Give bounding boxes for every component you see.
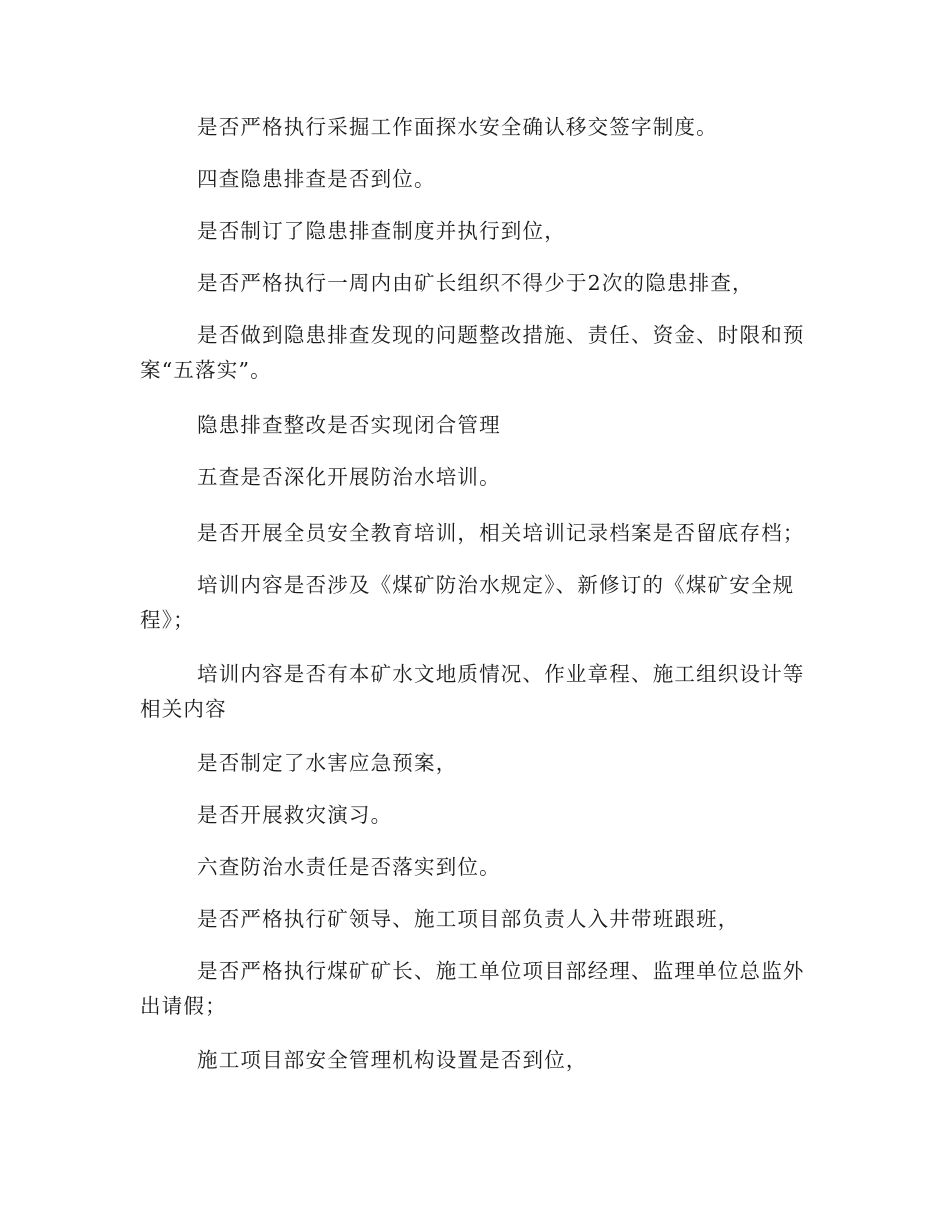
paragraph-6: 隐患排查整改是否实现闭合管理	[197, 413, 501, 437]
paragraph-7: 五查是否深化开展防治水培训。	[197, 465, 501, 489]
paragraph-14: 是否严格执行矿领导、施工项目部负责人入井带班跟班，	[197, 907, 740, 931]
paragraph-8: 是否开展全员安全教育培训，相关培训记录档案是否留底存档；	[197, 521, 805, 545]
paragraph-11: 是否制定了水害应急预案，	[197, 751, 458, 775]
paragraph-9: 培训内容是否涉及《煤矿防治水规定》、新修订的《煤矿安全规程》；	[140, 573, 795, 632]
paragraph-3: 是否制订了隐患排查制度并执行到位，	[197, 219, 566, 243]
paragraph-10: 培训内容是否有本矿水文地质情况、作业章程、施工组织设计等相关内容	[140, 662, 805, 721]
paragraph-4: 是否严格执行一周内由矿长组织不得少于2次的隐患排查，	[197, 271, 754, 295]
paragraph-2: 四查隐患排查是否到位。	[197, 167, 436, 191]
paragraph-16: 施工项目部安全管理机构设置是否到位，	[197, 1048, 588, 1072]
paragraph-13: 六查防治水责任是否落实到位。	[197, 855, 501, 879]
paragraph-12: 是否开展救灾演习。	[197, 803, 393, 827]
paragraph-1: 是否严格执行采掘工作面探水安全确认移交签字制度。	[197, 115, 718, 139]
paragraph-5: 是否做到隐患排查发现的问题整改措施、责任、资金、时限和预案“五落实”。	[140, 323, 805, 382]
paragraph-15: 是否严格执行煤矿矿长、施工单位项目部经理、监理单位总监外出请假；	[140, 959, 805, 1018]
